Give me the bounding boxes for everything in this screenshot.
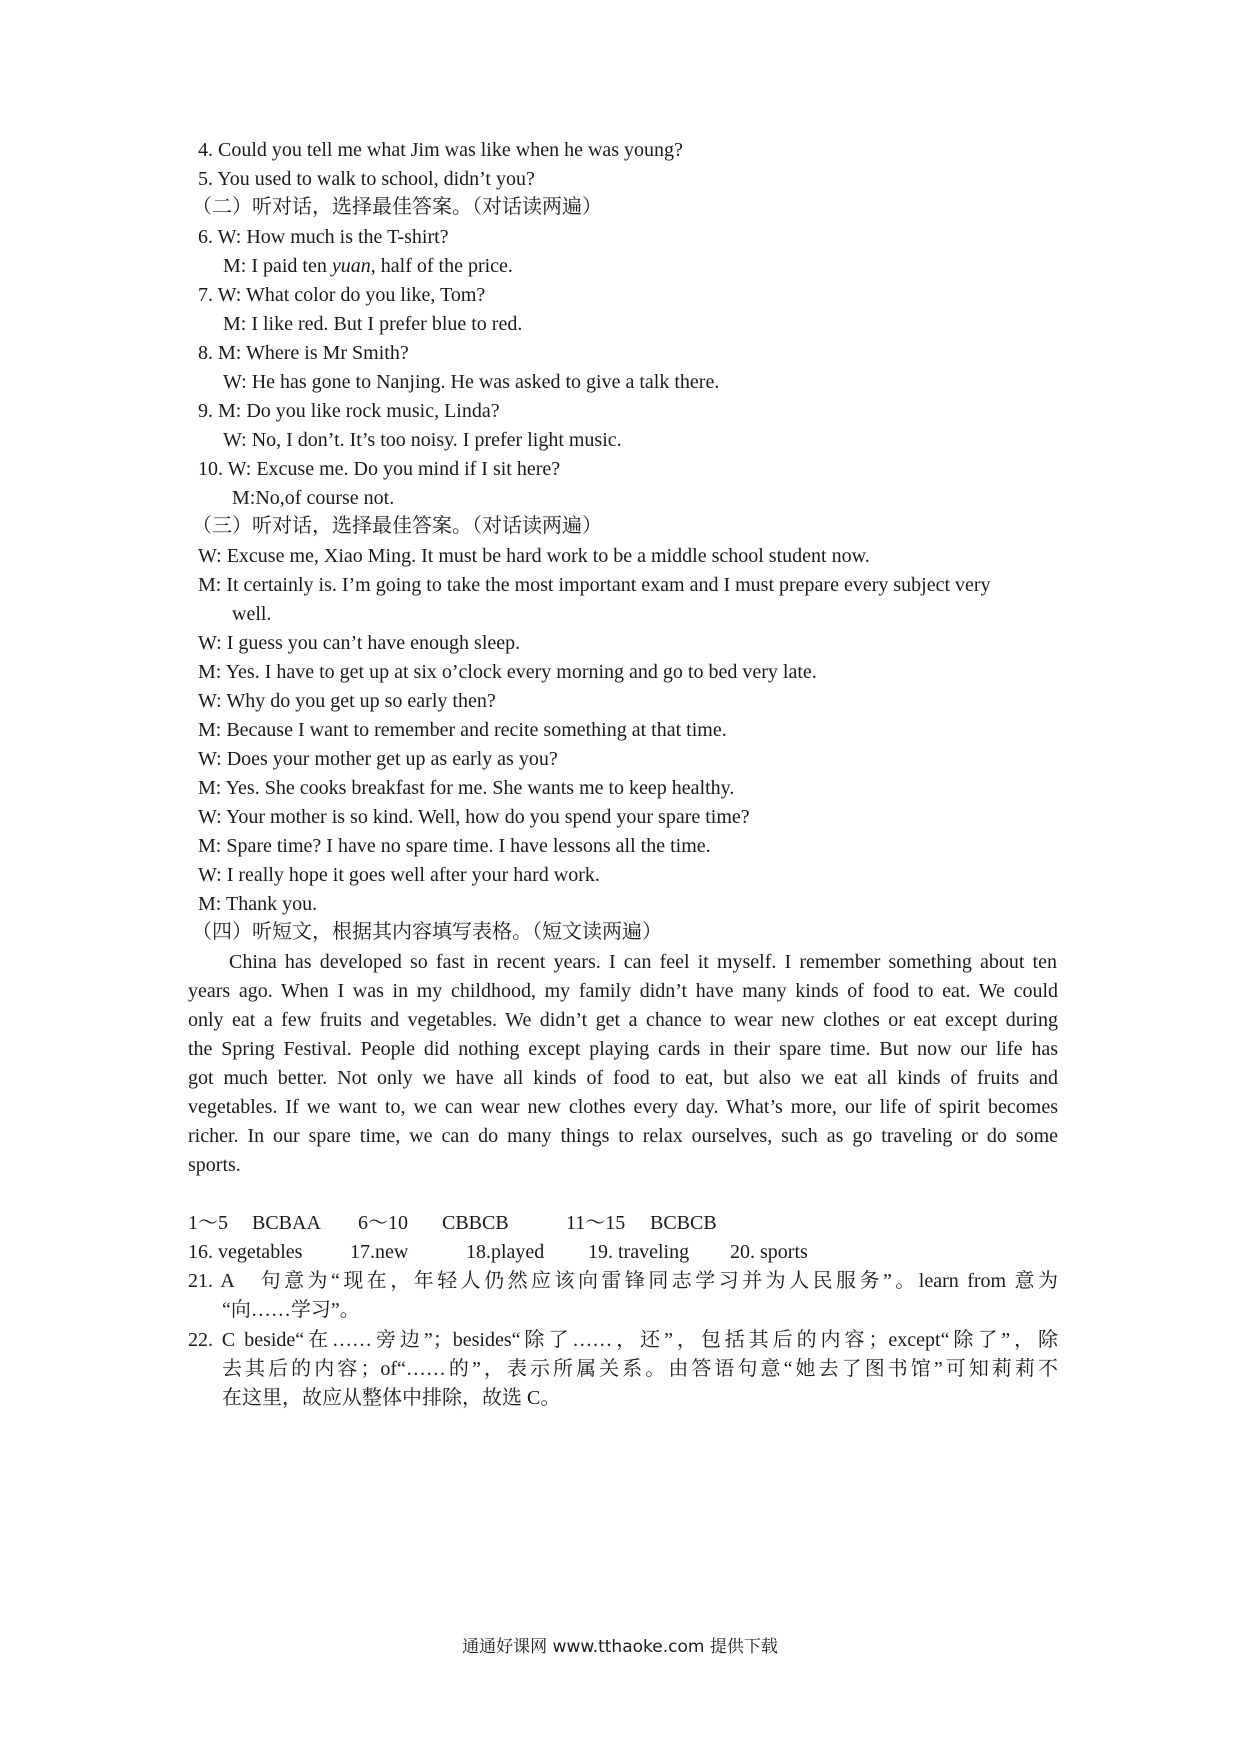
question-7-m: M: I like red. But I prefer blue to red. xyxy=(223,313,523,335)
answer-22-line: 22. C beside“在……旁边”；besides“除了……，还”，包括其后的内容；except“除了”，除 xyxy=(188,1329,1058,1351)
dialogue-line: W: Why do you get up so early then? xyxy=(198,690,496,712)
section-4-heading: （四）听短文，根据其内容填写表格。（短文读两遍） xyxy=(192,921,662,943)
question-10-m: M:No,of course not. xyxy=(232,487,395,509)
dialogue-line: W: Does your mother get up as early as you? xyxy=(198,748,558,770)
question-7-w: 7. W: What color do you like, Tom? xyxy=(198,284,486,306)
passage-line: richer. In our spare time, we can do many things to relax ourselves, such as go traveling or do some xyxy=(188,1125,1058,1147)
blank-answer: 19. traveling xyxy=(588,1241,690,1263)
question-6-m: M: I paid ten yuan, half of the price. xyxy=(223,255,513,277)
answer-range: 11～15 xyxy=(566,1212,626,1234)
yuan-italic: yuan xyxy=(331,255,371,277)
section-2-heading: （二）听对话，选择最佳答案。（对话读两遍） xyxy=(192,196,602,218)
answer-21-line: 21. A 句意为“现在，年轻人仍然应该向雷锋同志学习并为人民服务”。learn from 意为 xyxy=(188,1270,1058,1292)
passage-line: only eat a few fruits and vegetables. We didn’t get a chance to wear new clothes or eat except during xyxy=(188,1009,1058,1031)
blank-answer: 16. vegetables xyxy=(188,1241,303,1263)
question-10-w: 10. W: Excuse me. Do you mind if I sit here? xyxy=(198,458,561,480)
dialogue-line: W: Excuse me, Xiao Ming. It must be hard work to be a middle school student now. xyxy=(198,545,870,567)
answer-22-line: 去其后的内容；of“……的”，表示所属关系。由答语句意“她去了图书馆”可知莉莉不 xyxy=(222,1358,1058,1380)
answer-range: 1～5 xyxy=(188,1212,228,1234)
page-footer: 通通好课网 www.tthaoke.com 提供下载 xyxy=(462,1637,778,1657)
dialogue-line: M: Thank you. xyxy=(198,893,318,915)
answer-letters: BCBAA xyxy=(252,1212,321,1234)
answer-key-row xyxy=(188,1209,1088,1237)
question-6-w: 6. W: How much is the T-shirt? xyxy=(198,226,449,248)
fill-blank-answers-row xyxy=(188,1238,1088,1266)
question-5: 5. You used to walk to school, didn’t you? xyxy=(198,168,535,190)
passage-line: got much better. Not only we have all kinds of food to eat, but also we eat all kinds of fruits and xyxy=(188,1067,1058,1089)
blank-answer: 17.new xyxy=(350,1241,409,1263)
dialogue-line: M: It certainly is. I’m going to take the most important exam and I must prepare every subject very xyxy=(198,574,991,596)
answer-range: 6～10 xyxy=(358,1212,408,1234)
question-8-w: W: He has gone to Nanjing. He was asked to give a talk there. xyxy=(223,371,720,393)
blank-answer: 18.played xyxy=(466,1241,545,1263)
answer-21-line: “向……学习”。 xyxy=(222,1299,360,1321)
dialogue-line: M: Yes. I have to get up at six o’clock every morning and go to bed very late. xyxy=(198,661,817,683)
answer-letters: CBBCB xyxy=(442,1212,509,1234)
passage-line: vegetables. If we want to, we can wear new clothes every day. What’s more, our life of spirit becomes xyxy=(188,1096,1058,1118)
question-8-m: 8. M: Where is Mr Smith? xyxy=(198,342,409,364)
answer-22-line: 在这里，故应从整体中排除，故选 C。 xyxy=(222,1387,561,1409)
dialogue-line: W: I guess you can’t have enough sleep. xyxy=(198,632,521,654)
dialogue-line: M: Yes. She cooks breakfast for me. She wants me to keep healthy. xyxy=(198,777,735,799)
dialogue-line: M: Spare time? I have no spare time. I have lessons all the time. xyxy=(198,835,711,857)
answer-letters: BCBCB xyxy=(650,1212,717,1234)
section-3-heading: （三）听对话，选择最佳答案。（对话读两遍） xyxy=(192,515,602,537)
question-9-m: 9. M: Do you like rock music, Linda? xyxy=(198,400,500,422)
passage-line: years ago. When I was in my childhood, my family didn’t have many kinds of food to eat. We could xyxy=(188,980,1058,1002)
dialogue-line-cont: well. xyxy=(232,603,272,625)
dialogue-line: W: Your mother is so kind. Well, how do you spend your spare time? xyxy=(198,806,750,828)
dialogue-line: M: Because I want to remember and recite something at that time. xyxy=(198,719,727,741)
passage-line: sports. xyxy=(188,1154,241,1176)
passage-line: China has developed so fast in recent years. I can feel it myself. I remember something about ten xyxy=(229,951,1057,973)
question-9-w: W: No, I don’t. It’s too noisy. I prefer light music. xyxy=(223,429,622,451)
passage-line: the Spring Festival. People did nothing except playing cards in their spare time. But now our life has xyxy=(188,1038,1058,1060)
blank-answer: 20. sports xyxy=(730,1241,808,1263)
dialogue-line: W: I really hope it goes well after your hard work. xyxy=(198,864,600,886)
question-4: 4. Could you tell me what Jim was like when he was young? xyxy=(198,139,683,161)
